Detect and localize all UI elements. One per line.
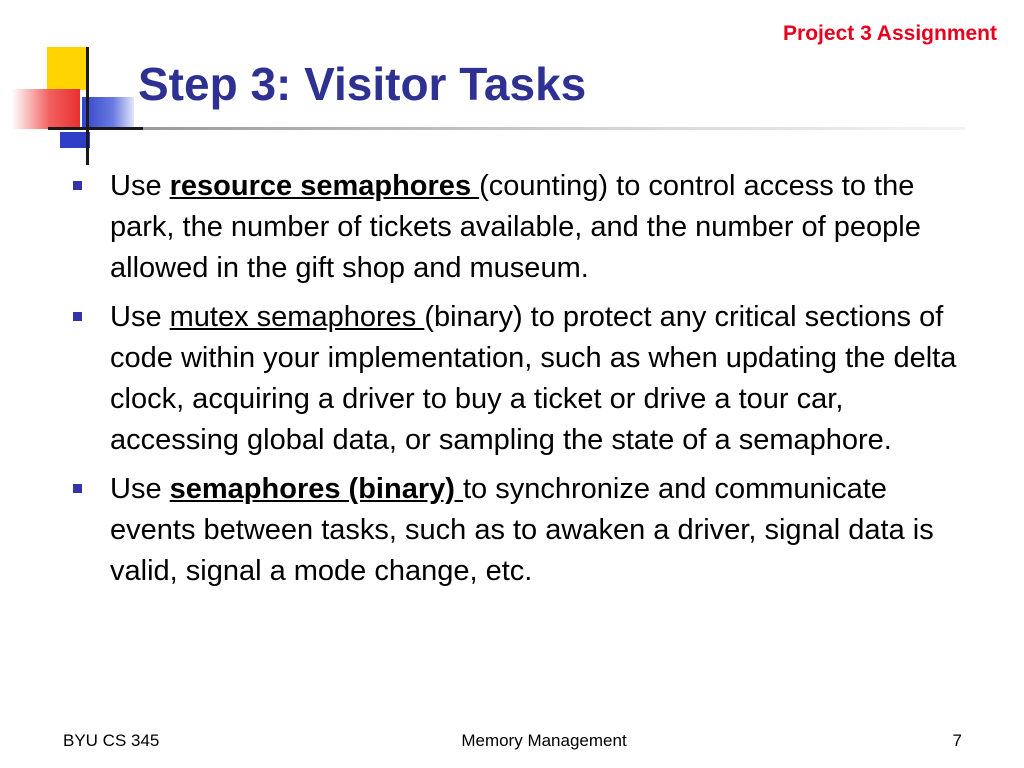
- bullet-prefix: Use: [110, 301, 170, 333]
- square-bullet-icon: [73, 312, 82, 321]
- logo-vertical-line: [86, 47, 89, 165]
- title-rule-dark: [48, 127, 143, 130]
- title-rule: [143, 127, 965, 130]
- square-bullet-icon: [73, 181, 82, 190]
- bullet-item: [70, 166, 975, 289]
- bullet-list: [70, 166, 975, 600]
- bullet-keyword: mutex semaphores: [169, 301, 425, 333]
- logo-red-square: [12, 89, 80, 129]
- footer-course: BYU CS 345: [63, 731, 160, 750]
- bullet-keyword: resource semaphores: [169, 170, 480, 202]
- slide-title: Step 3: Visitor Tasks: [138, 58, 587, 110]
- bullet-prefix: Use: [110, 473, 170, 505]
- bullet-text: (binary) to protect any critical sections of code within your implementation, such as when updating the delta clock, acquiring a driver to buy a ticket or drive a tour car, accessing global data, or sampling the state of a semaphore.: [110, 301, 957, 456]
- bullet-item: [70, 469, 975, 592]
- bullet-text: (counting) to control access to the park, the number of tickets available, and the number of people allowed in the gift shop and museum.: [110, 170, 921, 284]
- page-number: 7: [952, 731, 962, 750]
- square-bullet-icon: [73, 484, 82, 493]
- footer-topic: Memory Management: [461, 731, 627, 750]
- logo-blue-square: [82, 97, 134, 129]
- header-tag: Project 3 Assignment: [783, 22, 997, 45]
- bullet-prefix: Use: [110, 170, 170, 202]
- bullet-item: [70, 297, 975, 461]
- bullet-keyword: semaphores (binary): [169, 473, 463, 505]
- logo-yellow-square: [47, 47, 87, 90]
- bullet-text: to synchronize and communicate events between tasks, such as to awaken a driver, signal data is valid, signal a mode change, etc.: [110, 473, 934, 587]
